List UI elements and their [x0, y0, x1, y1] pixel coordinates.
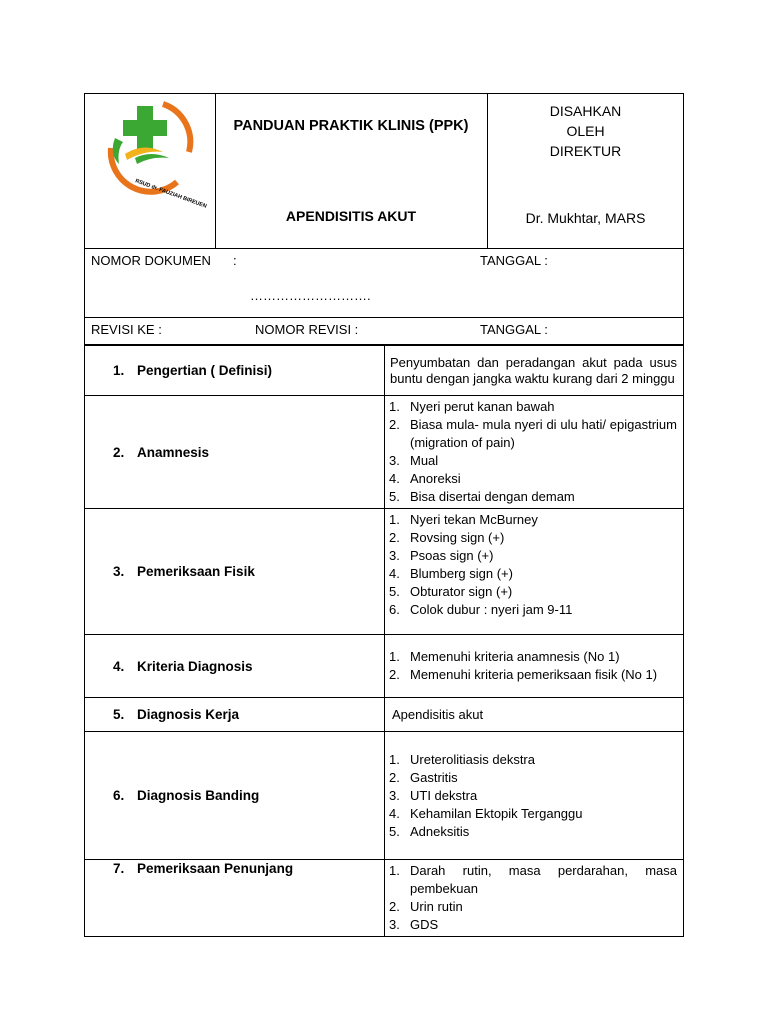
- section-label: Diagnosis Kerja: [137, 707, 240, 722]
- list-item: 5. Obturator sign (+): [389, 584, 513, 599]
- approval-text: DISAHKAN OLEH DIREKTUR: [549, 103, 622, 159]
- tanggal-label: TANGGAL :: [480, 253, 548, 268]
- section-number: 4.: [113, 658, 125, 674]
- list-item: 2. Gastritis: [389, 769, 458, 785]
- list-item: 5. Bisa disertai dengan demam: [389, 489, 575, 504]
- section-number: 5.: [113, 707, 125, 722]
- approval-cell: [488, 94, 683, 248]
- list-item: 4. Kehamilan Ektopik Terganggu: [389, 805, 583, 821]
- section-text: Penyumbatan dan peradangan akut pada usus buntu dengan jangka waktu kurang dari 2 minggu: [390, 354, 677, 386]
- logo-text: RSUD dr. FAUZIAH BIREUEN: [134, 178, 208, 210]
- list-item: 4. Blumberg sign (+): [389, 566, 513, 581]
- signer-name: Dr. Mukhtar, MARS: [525, 210, 646, 226]
- ppk-document: [84, 93, 684, 937]
- section-label: Kriteria Diagnosis: [137, 658, 253, 674]
- hospital-logo: [105, 98, 208, 210]
- title-cell: [215, 94, 488, 248]
- list-item: 3. UTI dekstra: [389, 787, 478, 803]
- list-item: 6. Colok dubur : nyeri jam 9-11: [389, 602, 573, 617]
- revision-row: [84, 318, 684, 345]
- list-item: 1. Nyeri tekan McBurney: [389, 512, 538, 527]
- section-number: 2.: [113, 444, 125, 460]
- section-number: 1.: [113, 363, 125, 378]
- table-row: [85, 698, 684, 732]
- section-number: 7.: [113, 861, 125, 876]
- nomor-revisi-label: NOMOR REVISI :: [255, 322, 359, 337]
- list-item: 4. Anoreksi: [389, 471, 461, 486]
- nomor-dokumen-label: NOMOR DOKUMEN: [91, 253, 211, 268]
- list-item: 1. Nyeri perut kanan bawah: [389, 399, 555, 414]
- section-label: Pemeriksaan Penunjang: [137, 861, 294, 876]
- list-item: 2. Rovsing sign (+): [389, 530, 505, 545]
- document-number-row: [84, 249, 684, 318]
- list-item: 3. Mual: [389, 453, 439, 468]
- section-number: 6.: [113, 788, 125, 803]
- section-list: [385, 860, 683, 936]
- document-header: [84, 93, 684, 249]
- document-title: PANDUAN PRAKTIK KLINIS (PPK): [233, 118, 469, 134]
- list-item: 2. Memenuhi kriteria pemeriksaan fisik (No 1): [389, 667, 658, 682]
- table-row: [85, 860, 684, 937]
- table-row: [85, 635, 684, 698]
- section-text: Apendisitis akut: [392, 706, 484, 722]
- list-item: 3. Psoas sign (+): [389, 548, 494, 563]
- nomor-dokumen-colon: :: [233, 253, 237, 268]
- section-label: Pengertian ( Definisi): [137, 363, 273, 378]
- section-label: Anamnesis: [137, 444, 210, 460]
- table-row: [85, 396, 684, 509]
- list-item: 2. Biasa mula- mula nyeri di ulu hati/ epigastrium (migration of pain): [389, 417, 677, 450]
- section-label: Diagnosis Banding: [137, 788, 260, 803]
- list-item: 1. Memenuhi kriteria anamnesis (No 1): [389, 649, 620, 664]
- section-list: [385, 396, 683, 508]
- list-item: 5. Adneksitis: [389, 823, 470, 839]
- list-item: 3. GDS: [389, 917, 439, 932]
- list-item: 1. Darah rutin, masa perdarahan, masa pembekuan: [389, 863, 677, 896]
- list-item: 2. Urin rutin: [389, 899, 463, 914]
- tanggal-revisi-label: TANGGAL :: [480, 322, 548, 337]
- nomor-dokumen-dots: ……………………….: [250, 288, 371, 303]
- section-label: Pemeriksaan Fisik: [137, 564, 255, 579]
- list-item: 1. Ureterolitiasis dekstra: [389, 751, 535, 767]
- section-list: [385, 646, 683, 686]
- table-row: [85, 732, 684, 860]
- document-subtitle: APENDISITIS AKUT: [285, 208, 417, 224]
- section-number: 3.: [113, 564, 125, 579]
- content-table: [84, 345, 684, 937]
- table-row: [85, 509, 684, 635]
- table-row: [85, 346, 684, 396]
- revisi-label: REVISI KE :: [91, 322, 162, 337]
- section-list: [385, 749, 683, 843]
- logo-cell: [85, 94, 216, 248]
- section-list: [385, 509, 683, 621]
